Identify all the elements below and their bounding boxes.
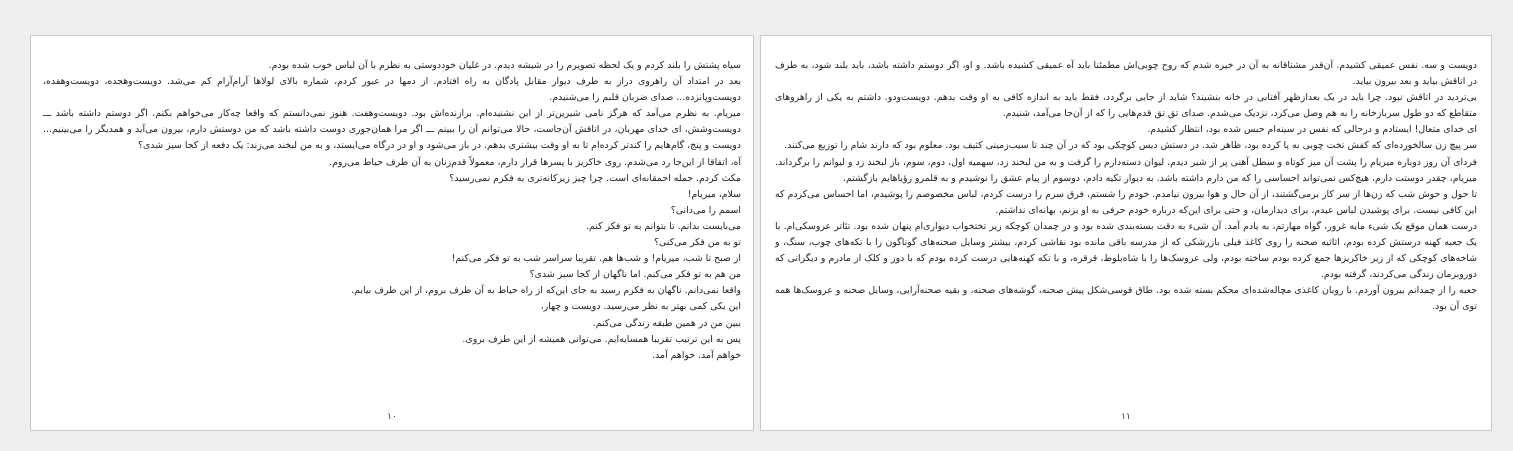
paragraph: میریام. به نظرم می‌آمد که هرگز نامی شیرین‌تر از این نشنیده‌ام. برازنده‌اش بود. دویست‌وهفت. هنوز نمی‌دانستم که واقعا چه‌کار می‌خواهم بکنم. اگر دوستم داشته باشد ـــ دویست‌وشش، ای خدای مهربان، در اتاقش آن‌جاست، حالا می‌توانم آن را ببینم ـــ اگر مرا همان‌جوری دوست داشته باشد که من دوستش دارم، بیرون می‌آید و همدیگر را می‌بینیم... دویست و پنج، گام‌هایم را کندتر کرده‌ام تا به او وقت بیشتری بدهم. در باز می‌شود و او در درگاه می‌ایستد، و به من لبخند می‌زند: یک دفعه از کجا سبز شدی؟	[43, 108, 741, 152]
paragraph: این یکی کمی بهتر به نظر می‌رسید. دویست و چهار،	[540, 301, 741, 313]
book-spread	[30, 35, 1492, 433]
paragraph: تا حول و حوش شب که زن‌ها از سر کار برمی‌گشتند، از آن حال و هوا بیرون نیامدم. خودم را شستم، فرق سرم را درست کردم، لباس مخصوصم را پوشیدم، اما احساس می‌کردم که این کافی نیست. برای پوشیدن لباس عیدم، برای دیدارمان، و حتی برای این‌که درباره خودم حرفی به او بزنم، بهانه‌ای نداشتم.	[775, 188, 1477, 216]
paragraph: ای خدای متعال! ایستادم و درحالی که نفس در سینه‌ام حبس شده بود، انتظار کشیدم.	[1147, 124, 1477, 136]
paragraph: من هم به تو فکر می‌کنم. اما ناگهان از کجا سبز شدی؟	[529, 269, 741, 281]
paragraph: بی‌تردید در اتاقش نبود. چرا باید در یک بعدازظهر آفتابی در خانه بنشیند؟ شاید از جایی برگردد، فقط باید به اندازه کافی به او وقت بدهم. دویست‌ودو. داشتم به یکی از راهروهای متقاطع که دو طول سربازخانه را به هم وصل می‌کرد، نزدیک می‌شدم. صدای تق تق قدم‌هایی را که از آن‌جا می‌آمد، شنیدم.	[775, 92, 1477, 120]
page-number: ۱۱	[1121, 412, 1131, 422]
right-page	[760, 35, 1492, 431]
paragraph: جعبه را از چمدانم بیرون آوردم. با روبان کاغذی مچاله‌شده‌ای محکم بسته شده بود. طاق قوسی‌شکل پیش صحنه، گوشه‌های صحنه، و بقیه صحنه‌آرایی، وسایل صحنه و عروسک‌ها همه توی آن بود.	[775, 285, 1477, 313]
page-number: ۱۰	[387, 412, 397, 422]
paragraph: سیاه پشتش را بلند کردم و یک لحظه تصویرم را در شیشه دیدم. در غلیان خوددوستی به نظرم با آن لباس خوب شده بودم.	[268, 60, 741, 71]
paragraph: می‌بایست بدانم. تا بتوانم به تو فکر کنم.	[586, 220, 741, 232]
paragraph: دویست و سه. نفس عمیقی کشیدم. آن‌قدر مشتاقانه به آن در خیره شدم که روح چوبی‌اش مطمئنا باید آه عمیقی کشیده باشد. و او، اگر دوستم داشته باشد، باید بلند شود، به طرف در اتاقش بیاید و بعد بیرون بیاید.	[775, 60, 1477, 88]
left-page-text	[43, 58, 741, 364]
paragraph: پس به این ترتیب تقریبا همسایه‌ایم. می‌توانی همیشه از این طرف بروی.	[462, 333, 741, 345]
paragraph: سر پیچ زن سالخورده‌ای که کفش تخت چوبی به پا کرده بود، ظاهر شد. در دستش دیس کوچکی بود که در آن چند تا سیب‌زمینی کثیف بود. معلوم بود که دارند شام را توزیع می‌کنند.	[784, 140, 1477, 152]
right-page-text	[775, 58, 1477, 316]
paragraph: فردای آن روز دوباره میریام را پشت آن میز کوتاه و سطل آهنی پر از شیر دیدم. لیوان دسته‌دارم را گرفت و به من لبخند زد، سهمیه اول، دوم، سوم، باز لبخند زد و لیوانم را برگرداند. میریام، چقدر دوستت دارم، هیچ‌کس نمی‌تواند احساسی را که من دارم داشته باشد. به دیوار تکیه دادم، دوسوم از پیام عشق را نوشیدم و به قلمرو رؤیاهایم بازگشتم.	[775, 156, 1477, 184]
paragraph: بعد در امتداد آن راهروی دراز به طرف دیوار مقابل پادگان به راه افتادم. از دمها در عبور کردم، شماره بالای لولاها آرام‌آرام کم می‌شد. دویست‌وهجده، دویست‌وهفده، دویست‌وپانزده... صدای ضربان قلبم را می‌شنیدم.	[43, 76, 741, 104]
paragraph: مکث کردم. جمله احمقانه‌ای است. چرا چیز زیرکانه‌تری به فکرم نمی‌رسید؟	[449, 172, 741, 184]
paragraph: سلام، میریام!	[687, 188, 741, 200]
paragraph: واقعا نمی‌دانم. ناگهان به فکرم رسید به جای این‌که از راه حیاط به آن طرف بروم، از این طرف بیایم.	[351, 285, 741, 297]
paragraph: از صبح تا شب، میریام! و شب‌ها هم. تقریبا سراسر شب به تو فکر می‌کنم!	[451, 253, 741, 265]
paragraph: ببین من در همین طبقه زندگی می‌کنم.	[592, 317, 741, 329]
left-page	[30, 35, 754, 431]
paragraph: درست همان موقع یک شیء مایه غرور، گواه مهارتم، به یادم آمد. آن شیء به دقت بسته‌بندی شده بود و در چمدان کوچکه زیر تختخواب دیواری‌ام پنهان شده بود. تئاتر عروسکی‌ام. با یک جعبه کهنه درستش کرده بودم، اثاثیه صحنه را روی کاغذ فیلی بازرشکی که از مدرسه باقی مانده بود نقاشی کردم، بیشتر وسایل صحنه‌های گوناگون را با تکه‌های چوب، سنگ، و شاخه‌های کوچکی که از زیر خاکریزها جمع کرده بودم ساخته بودم، ولی عروسک‌ها را با شاه‌بلوط، قرقره، و با تکه کهنه‌هایی درست کرده بودم که با دوز و کلک از مادرم و دیگرانی که دوروبرمان زندگی می‌کردند، گرفته بودم.	[775, 220, 1477, 281]
paragraph: تو به من فکر می‌کنی؟	[654, 237, 741, 249]
paragraph: خواهم آمد. خواهم آمد.	[652, 349, 741, 361]
paragraph: اسمم را می‌دانی؟	[670, 204, 741, 216]
paragraph: آه، اتفاقا از این‌جا رد می‌شدم. روی خاکریز با پسرها قرار دارم، معمولاً قدم‌زنان به آن طرف حیاط می‌روم.	[329, 156, 741, 168]
